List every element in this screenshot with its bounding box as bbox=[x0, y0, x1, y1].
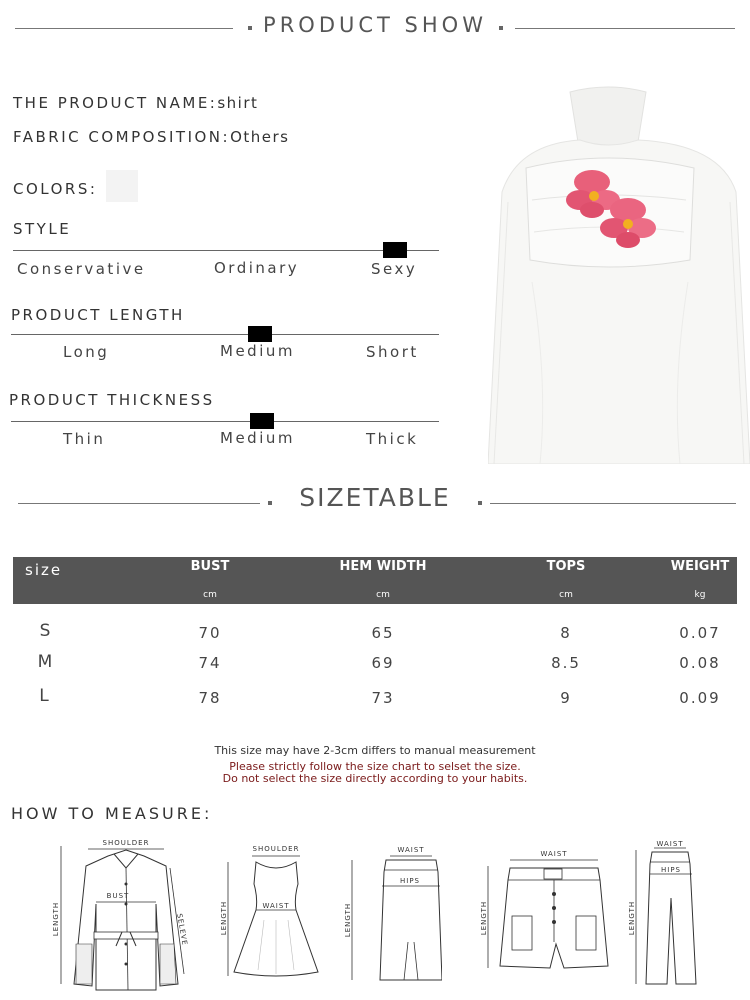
measurement-note: This size may have 2-3cm differs to manual measurement bbox=[214, 744, 536, 757]
shorts-length-label: LENGTH bbox=[480, 900, 488, 936]
size-warning-1: Please strictly follow the size chart to selset the size. bbox=[229, 760, 521, 773]
style-marker bbox=[383, 242, 407, 258]
dress-diagram bbox=[214, 838, 324, 988]
cell-hem-width: 65 bbox=[371, 624, 395, 642]
cell-size: M bbox=[37, 652, 55, 672]
cell-weight: 0.07 bbox=[679, 624, 721, 642]
column-unit-tops: cm bbox=[559, 590, 573, 600]
length-option-short: Short bbox=[366, 343, 419, 361]
length-marker bbox=[248, 326, 272, 342]
dress-waist-label: WAIST bbox=[262, 902, 290, 910]
style-option-conservative: Conservative bbox=[17, 260, 146, 278]
thickness-option-thick: Thick bbox=[366, 430, 419, 448]
cell-bust: 74 bbox=[198, 654, 222, 672]
column-header-size: size bbox=[25, 561, 63, 579]
jacket-shoulder-label: SHOULDER bbox=[102, 839, 150, 847]
sizetable-dot-right bbox=[478, 501, 482, 505]
sizetable-line-right bbox=[490, 503, 736, 504]
cell-tops: 8.5 bbox=[551, 654, 581, 672]
product-show-dot-right bbox=[499, 26, 503, 30]
cell-bust: 78 bbox=[198, 689, 222, 707]
column-unit-weight: kg bbox=[694, 590, 706, 600]
thickness-option-thin: Thin bbox=[63, 430, 106, 448]
fabric-label: FABRIC COMPOSITION: bbox=[13, 128, 231, 146]
product-image bbox=[488, 82, 750, 464]
column-header-bust: BUST bbox=[190, 559, 230, 574]
style-scale-line bbox=[13, 250, 439, 251]
product-show-line-left bbox=[15, 28, 233, 29]
jacket-sleeve-label: SELEVE bbox=[175, 913, 189, 947]
shorts-waist-label: WAIST bbox=[540, 850, 568, 858]
product-name-row bbox=[13, 94, 258, 112]
length-option-long: Long bbox=[63, 343, 110, 361]
cell-weight: 0.08 bbox=[679, 654, 721, 672]
cell-hem-width: 69 bbox=[371, 654, 395, 672]
how-to-measure-title: HOW TO MEASURE: bbox=[11, 804, 213, 823]
product-show-title: PRODUCT SHOW bbox=[263, 13, 487, 37]
style-title: STYLE bbox=[13, 220, 72, 238]
length-scale-line bbox=[11, 334, 439, 335]
cell-size: L bbox=[39, 686, 51, 706]
jacket-length-label: LENGTH bbox=[52, 901, 60, 937]
thickness-option-medium: Medium bbox=[220, 429, 295, 447]
skirt-length-label: LENGTH bbox=[344, 902, 352, 938]
product-name-label: THE PRODUCT NAME: bbox=[13, 94, 218, 112]
column-header-tops: TOPS bbox=[546, 559, 586, 574]
cell-size: S bbox=[39, 621, 53, 641]
dress-shoulder-label: SHOULDER bbox=[252, 845, 300, 853]
column-header-hem-width: HEM WIDTH bbox=[339, 559, 427, 574]
product-show-line-right bbox=[515, 28, 735, 29]
pants-hips-label: HIPS bbox=[661, 866, 681, 874]
thickness-marker bbox=[250, 413, 274, 429]
sizetable-dot-left bbox=[268, 501, 272, 505]
shorts-diagram bbox=[478, 846, 628, 976]
skirt-diagram bbox=[342, 842, 442, 988]
skirt-hips-label: HIPS bbox=[400, 877, 420, 885]
dress-length-label: LENGTH bbox=[220, 900, 228, 936]
sizetable-line-left bbox=[18, 503, 260, 504]
product-name-value: shirt bbox=[217, 94, 259, 112]
style-option-ordinary: Ordinary bbox=[214, 259, 300, 277]
length-title: PRODUCT LENGTH bbox=[11, 306, 185, 324]
cell-weight: 0.09 bbox=[679, 689, 721, 707]
product-show-dot-left bbox=[248, 26, 252, 30]
pants-length-label: LENGTH bbox=[628, 900, 636, 936]
cell-tops: 9 bbox=[560, 689, 572, 707]
column-header-weight: WEIGHT bbox=[670, 559, 730, 574]
fabric-row bbox=[13, 128, 289, 146]
cell-bust: 70 bbox=[198, 624, 222, 642]
cell-tops: 8 bbox=[560, 624, 572, 642]
jacket-diagram bbox=[48, 834, 208, 994]
thickness-title: PRODUCT THICKNESS bbox=[9, 391, 215, 409]
pants-waist-label: WAIST bbox=[656, 840, 684, 848]
column-unit-bust: cm bbox=[203, 590, 217, 600]
fabric-value: Others bbox=[230, 128, 290, 146]
jacket-bust-label: BUST bbox=[106, 892, 130, 900]
length-option-medium: Medium bbox=[220, 342, 295, 360]
size-warning-2: Do not select the size directly according to your habits. bbox=[222, 772, 528, 785]
sizetable-title: SIZETABLE bbox=[299, 483, 451, 512]
thickness-scale-line bbox=[11, 421, 439, 422]
column-unit-hem-width: cm bbox=[376, 590, 390, 600]
style-option-sexy: Sexy bbox=[371, 260, 418, 278]
colors-label: COLORS: bbox=[13, 180, 98, 198]
color-swatch[interactable] bbox=[106, 170, 138, 202]
skirt-waist-label: WAIST bbox=[397, 846, 425, 854]
cell-hem-width: 73 bbox=[371, 689, 395, 707]
pants-diagram bbox=[624, 838, 704, 990]
